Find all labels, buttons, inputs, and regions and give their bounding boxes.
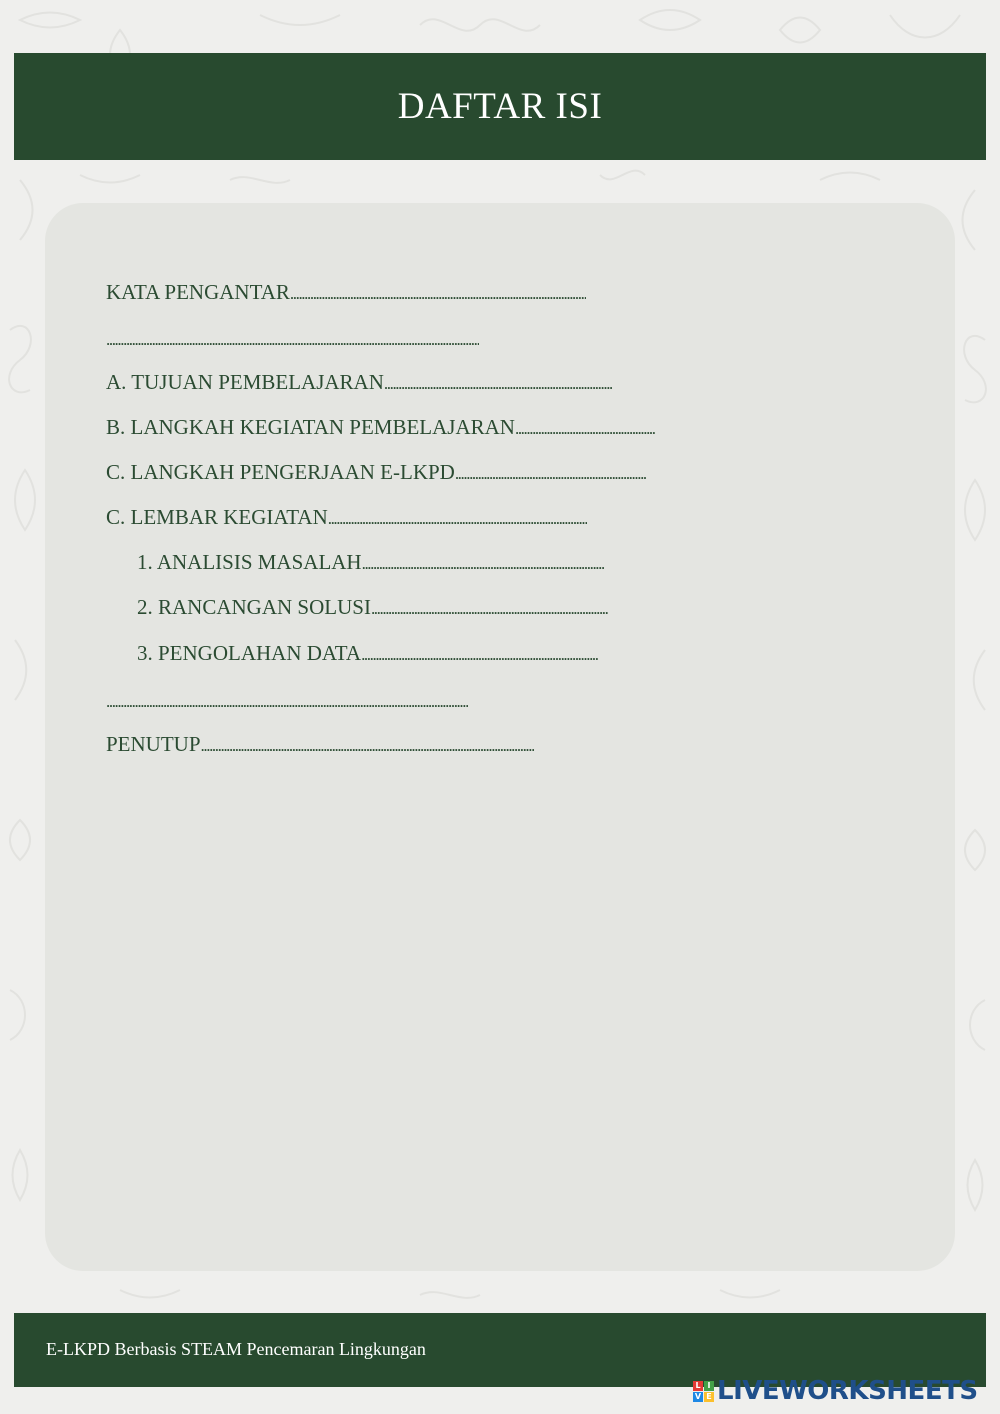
toc-item-analisis-masalah[interactable]	[137, 549, 604, 577]
toc-item-pengolahan-data[interactable]	[137, 640, 598, 668]
toc-item-label: KATA PENGANTAR	[106, 280, 290, 304]
logo-letter: I	[704, 1381, 714, 1391]
toc-item-langkah-kegiatan[interactable]	[106, 414, 655, 442]
toc-item-label: 3. PENGOLAHAN DATA	[137, 641, 362, 665]
toc-item-label: C. LANGKAH PENGERJAAN E-LKPD	[106, 460, 455, 484]
toc-item-label: PENUTUP	[106, 732, 201, 756]
page-title: DAFTAR ISI	[397, 86, 603, 127]
liveworksheets-logo-icon	[693, 1381, 714, 1402]
toc-item-leader-dots: ................................................................................	[383, 374, 612, 393]
toc-item-langkah-pengerjaan[interactable]	[106, 459, 646, 487]
table-of-contents-card	[45, 203, 955, 1271]
toc-item-leader-dots: .................................................	[514, 419, 655, 438]
toc-item-leader-dots: ...................................................................................................................................	[106, 330, 480, 349]
toc-item-blank-line	[106, 325, 479, 353]
toc-item-leader-dots: ...................................................................................	[361, 645, 598, 664]
header-bar	[14, 53, 986, 160]
toc-item-label: C. LEMBAR KEGIATAN	[106, 505, 328, 529]
toc-item-kata-pengantar[interactable]	[106, 279, 586, 307]
footer-title: E-LKPD Berbasis STEAM Pencemaran Lingkungan	[46, 1339, 426, 1359]
toc-item-label: A. TUJUAN PEMBELAJARAN	[106, 370, 384, 394]
toc-item-blank-line	[106, 687, 468, 715]
liveworksheets-wordmark: LIVEWORKSHEETS	[717, 1376, 978, 1406]
liveworksheets-watermark[interactable]	[693, 1376, 978, 1406]
logo-letter: L	[693, 1381, 703, 1391]
toc-item-leader-dots: ...........................................................................................	[327, 509, 588, 528]
toc-item-penutup[interactable]	[106, 731, 534, 759]
toc-item-label: 1. ANALISIS MASALAH	[137, 550, 362, 574]
toc-item-leader-dots: .....................................................................................................................	[200, 736, 534, 755]
logo-letter: E	[704, 1392, 714, 1402]
toc-item-rancangan-solusi[interactable]	[137, 594, 608, 622]
toc-item-leader-dots: .....................................................................................	[361, 554, 604, 573]
toc-item-leader-dots: ........................................................................................................	[289, 284, 587, 303]
toc-item-leader-dots: ...................................................................	[454, 464, 646, 483]
toc-item-lembar-kegiatan[interactable]	[106, 504, 587, 532]
logo-letter: V	[694, 1391, 702, 1401]
toc-item-leader-dots: ...................................................................................	[370, 599, 608, 618]
toc-item-label: B. LANGKAH KEGIATAN PEMBELAJARAN	[106, 415, 515, 439]
toc-item-label: 2. RANCANGAN SOLUSI	[137, 595, 371, 619]
toc-item-tujuan-pembelajaran[interactable]	[106, 369, 612, 397]
toc-item-leader-dots: ...............................................................................................................................	[106, 692, 468, 711]
